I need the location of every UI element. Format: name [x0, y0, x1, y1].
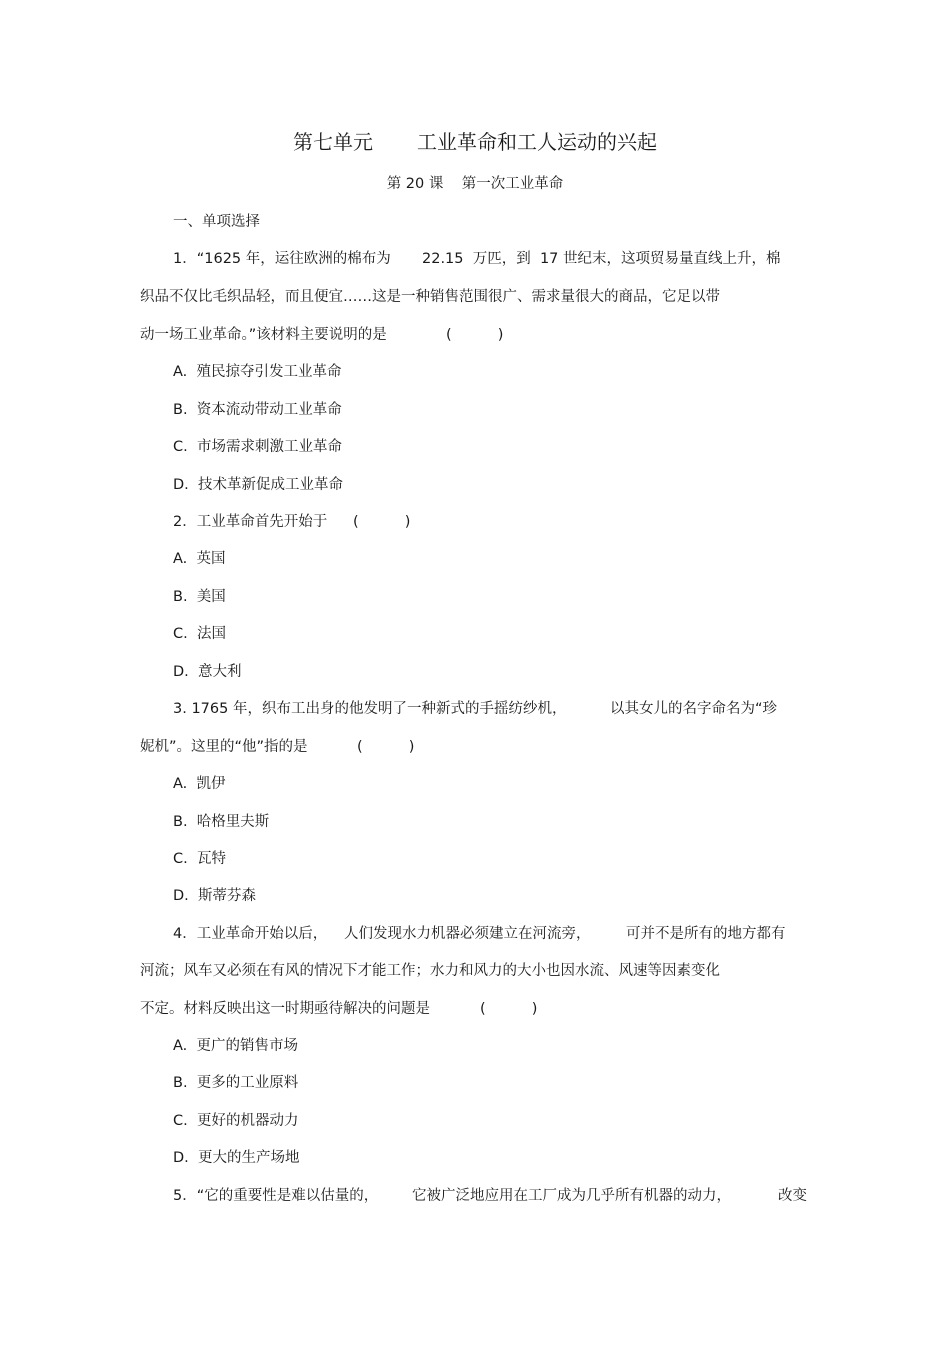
q1-line2: 织品不仅比毛织品轻，而且便宜……这是一种销售范围很广、需求量很大的商品，它足以带 [140, 289, 720, 305]
q4-line1a: 4．工业革命开始以后， [173, 926, 328, 942]
q2-stem: 2．工业革命首先开始于 [173, 514, 328, 530]
section-heading: 一、单项选择 [173, 214, 260, 230]
q3-option-c: C. 瓦特 [173, 851, 226, 867]
unit-number: 第七单元 [293, 130, 373, 154]
q2-option-d: D. 意大利 [173, 664, 242, 680]
q1-option-a: A. 殖民掠夺引发工业革命 [173, 364, 342, 380]
q1-line1b: 22.15 万匹，到 17 世纪末，这项贸易量直线上升，棉 [422, 251, 781, 267]
q3-option-a: A. 凯伊 [173, 776, 226, 792]
q2-answer-paren: ( ) [353, 514, 411, 530]
q1-option-b: B. 资本流动带动工业革命 [173, 402, 342, 418]
unit-title [0, 128, 950, 156]
q1-option-c: C. 市场需求刺激工业革命 [173, 439, 342, 455]
q4-answer-paren: ( ) [480, 1001, 538, 1017]
q5-line1b: 它被广泛地应用在工厂成为几乎所有机器的动力， [412, 1188, 731, 1204]
q4-option-a: A. 更广的销售市场 [173, 1038, 298, 1054]
q4-line2: 河流；风车又必须在有风的情况下才能工作；水力和风力的大小也因水流、风速等因素变化 [140, 963, 720, 979]
q4-option-d: D. 更大的生产场地 [173, 1150, 300, 1166]
q4-option-b: B. 更多的工业原料 [173, 1075, 299, 1091]
q4-line1b: 人们发现水力机器必须建立在河流旁， [344, 926, 591, 942]
q1-answer-paren: ( ) [446, 327, 504, 343]
q5-line1c: 改变 [778, 1188, 807, 1204]
lesson-title: 第 20 课 第一次工业革命 [386, 176, 564, 192]
q2-option-c: C. 法国 [173, 626, 226, 642]
q1-line1a: 1．“1625 年，运往欧洲的棉布为 [173, 251, 391, 267]
q4-option-c: C. 更好的机器动力 [173, 1113, 299, 1129]
q5-line1a: 5．“它的重要性是难以估量的， [173, 1188, 379, 1204]
unit-name: 工业革命和工人运动的兴起 [417, 130, 657, 154]
q3-option-d: D. 斯蒂芬森 [173, 888, 256, 904]
q3-line1b: 以其女儿的名字命名为“珍 [610, 701, 778, 717]
q3-line2: 妮机”。这里的“他”指的是 [140, 739, 308, 755]
q3-answer-paren: ( ) [357, 739, 415, 755]
q4-line3: 不定。材料反映出这一时期亟待解决的问题是 [140, 1001, 430, 1017]
q1-line3: 动一场工业革命。”该材料主要说明的是 [140, 327, 387, 343]
q3-option-b: B. 哈格里夫斯 [173, 814, 270, 830]
q3-line1a: 3. 1765 年，织布工出身的他发明了一种新式的手摇纺纱机， [173, 701, 567, 717]
q1-option-d: D. 技术革新促成工业革命 [173, 477, 343, 493]
q2-option-a: A. 英国 [173, 551, 226, 567]
q4-line1c: 可并不是所有的地方都有 [626, 926, 786, 942]
q2-option-b: B. 美国 [173, 589, 226, 605]
